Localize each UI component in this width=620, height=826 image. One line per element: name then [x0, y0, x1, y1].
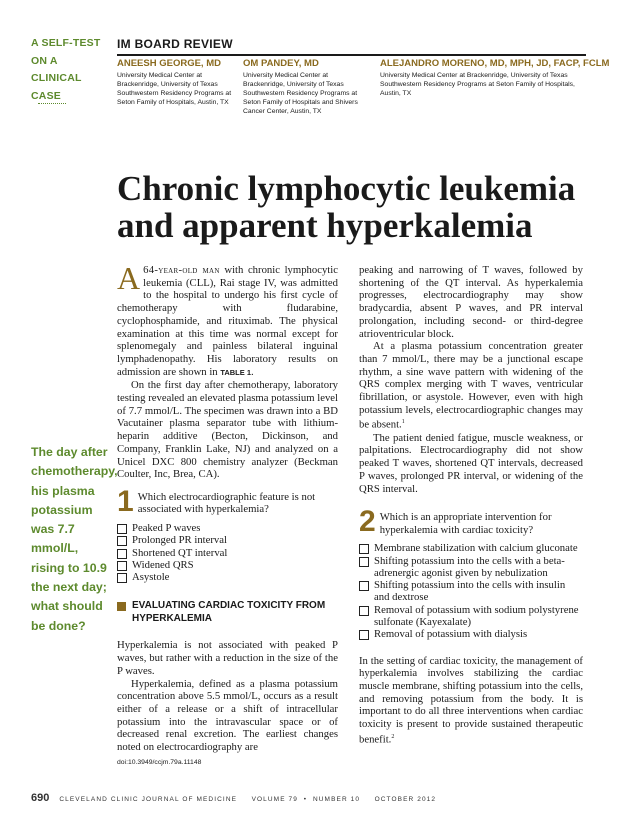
right-column — [359, 264, 583, 746]
page-number: 690 — [31, 792, 50, 804]
author-affiliation: University Medical Center at Brackenridge, University of Texas Southwestern Residency Programs at Seton Family of Hospitals and Shivers Cancer Center, Austin, TX — [243, 72, 358, 115]
answer-option[interactable]: Peaked P waves — [117, 522, 338, 534]
answer-option[interactable]: Removal of potassium with dialysis — [359, 628, 583, 640]
header-rule — [117, 54, 586, 56]
author-1 — [117, 58, 235, 107]
checkbox-icon[interactable] — [117, 549, 127, 559]
paragraph-text: At a plasma potassium concentration greater than 7 mmol/L, there may be a junctional escape rhythm, a sine wave pattern with widening of the QRS complex merging with T waves, ventricular fibrillation, or asystole. However, even with high potassium levels, electrocardiographic changes may be absent. — [359, 340, 583, 431]
answer-option[interactable]: Shifting potassium into the cells with a beta-adrenergic agonist given by nebulization — [359, 555, 583, 580]
answer-options-2 — [359, 542, 583, 640]
left-column — [117, 260, 338, 769]
question-2 — [359, 505, 583, 539]
doi: doi:10.3949/ccjm.79a.11148 — [117, 758, 202, 766]
article-title — [117, 170, 575, 244]
answer-option[interactable]: Shortened QT interval — [117, 547, 338, 559]
checkbox-icon[interactable] — [359, 581, 369, 591]
author-3 — [380, 58, 610, 98]
section-label: IM BOARD REVIEW — [117, 37, 233, 51]
question-text: Which electrocardiographic feature is not associated with hyperkalemia? — [137, 490, 316, 516]
question-1 — [117, 484, 338, 518]
checkbox-icon[interactable] — [359, 544, 369, 554]
question-number: 1 — [117, 484, 134, 518]
dotted-rule — [38, 103, 66, 104]
paragraph: The patient denied fatigue, muscle weakness, or palpitations. Electrocardiography did not show peaked T waves, shortened QT intervals, decreased P waves, prolonged PR interval, or widening of the QRS interval. — [359, 431, 583, 495]
paragraph: Hyperkalemia is not associated with peaked P waves, but rather with a reduction in the size of the P waves. — [117, 639, 338, 677]
section-heading — [117, 600, 338, 625]
answer-option[interactable]: Asystole — [117, 571, 338, 583]
paragraph: peaking and narrowing of T waves, followed by shortening of the QT interval. As hyperkalemia progresses, electrocardiography may show bradycardia, absent P waves, and PR interval prolongation, including second- or third-degree atrioventricular block. — [359, 264, 583, 340]
paragraph: On the first day after chemotherapy, laboratory testing revealed an elevated plasma potassium level of 7.7 mmol/L. The specimen was drawn into a BD Vacutainer plasma separator tube with lithium-heparin additive (Becton, Dickinson, and Company, Franklin Lake, NJ) and analyzed on a Unicel DXC 800 chemistry analyzer (Beckman Coulter, Inc, Brea, CA). — [117, 379, 338, 481]
title-line-1: Chronic lymphocytic leukemia — [117, 169, 576, 208]
small-caps-lead: 64-year-old man — [143, 264, 220, 276]
answer-option[interactable]: Membrane stabilization with calcium gluconate — [359, 542, 583, 554]
answer-option[interactable]: Removal of potassium with sodium polystyrene sulfonate (Kayexalate) — [359, 604, 583, 629]
author-name: ANEESH GEORGE, MD — [117, 58, 221, 69]
paragraph — [359, 655, 583, 746]
reference-marker: 2 — [391, 733, 395, 740]
answer-options-1 — [117, 522, 338, 583]
intro-paragraph — [117, 260, 338, 379]
author-affiliation: University Medical Center at Brackenridge, University of Texas Southwestern Residency Programs at Seton Family of Hospitals, Austin, TX — [380, 72, 575, 97]
section-heading-text: EVALUATING CARDIAC TOXICITY FROM HYPERKALEMIA — [132, 600, 326, 624]
answer-option[interactable]: Prolonged PR interval — [117, 534, 338, 546]
answer-option[interactable]: Shifting potassium into the cells with insulin and dextrose — [359, 579, 583, 604]
pull-quote: The day after chemotherapy, his plasma potassium was 7.7 mmol/L, rising to 10.9 the next day; what should be done? — [31, 445, 118, 633]
journal-info: CLEVELAND CLINIC JOURNAL OF MEDICINE VOLUME 79 • NUMBER 10 OCTOBER 2012 — [59, 796, 437, 803]
table-reference: TABLE 1 — [220, 367, 252, 377]
paragraph-text: In the setting of cardiac toxicity, the management of hyperkalemia involves stabilizing the cardiac muscle membrane, shifting potassium into the cells, and removing potassium from the body. It is important to do all three interventions when cardiac toxicity is present to provide sustained therapeutic benefit. — [359, 654, 583, 746]
author-name: ALEJANDRO MORENO, MD, MPH, JD, FACP, FCLM — [380, 58, 610, 69]
question-text: Which is an appropriate intervention for hyperkalemia with cardiac toxicity? — [379, 511, 552, 536]
checkbox-icon[interactable] — [117, 524, 127, 534]
author-affiliation: University Medical Center at Brackenridge, University of Texas Southwestern Residency Programs at Seton Family of Hospitals, Austin, TX — [117, 72, 232, 106]
paragraph-text: with chronic lymphocytic leukemia (CLL), Rai stage IV, was admitted to the hospital to undergo his first cycle of chemotherapy with fludarabine, cyclophosphamide, and rituximab. The physical examination at this time was normal except for splenomegaly and painless bilateral inguinal lymphadenopathy. His laboratory results on admission are shown in — [117, 264, 338, 378]
square-bullet-icon — [117, 602, 126, 611]
drop-cap: A — [117, 260, 141, 296]
checkbox-icon[interactable] — [117, 561, 127, 571]
author-name: OM PANDEY, MD — [243, 58, 319, 69]
question-number: 2 — [359, 505, 376, 539]
checkbox-icon[interactable] — [117, 536, 127, 546]
author-2 — [243, 58, 368, 116]
checkbox-icon[interactable] — [117, 573, 127, 583]
paragraph: Hyperkalemia, defined as a plasma potassium concentration above 5.5 mmol/L, occurs as a result either of a release or a shift of intracellular potassium into the intravascular space or of decreased renal excretion. The earliest changes noted on electrocardiography are — [117, 677, 338, 754]
self-test-label: A SELF-TEST ON A CLINICAL CASE — [31, 37, 101, 102]
answer-option[interactable]: Widened QRS — [117, 559, 338, 571]
paragraph — [359, 340, 583, 431]
reference-marker: 1 — [401, 419, 405, 426]
title-line-2: and apparent hyperkalemia — [117, 206, 533, 245]
paragraph-end: . — [251, 365, 254, 378]
checkbox-icon[interactable] — [359, 557, 369, 567]
page-footer — [31, 788, 436, 806]
checkbox-icon[interactable] — [359, 606, 369, 616]
checkbox-icon[interactable] — [359, 630, 369, 640]
